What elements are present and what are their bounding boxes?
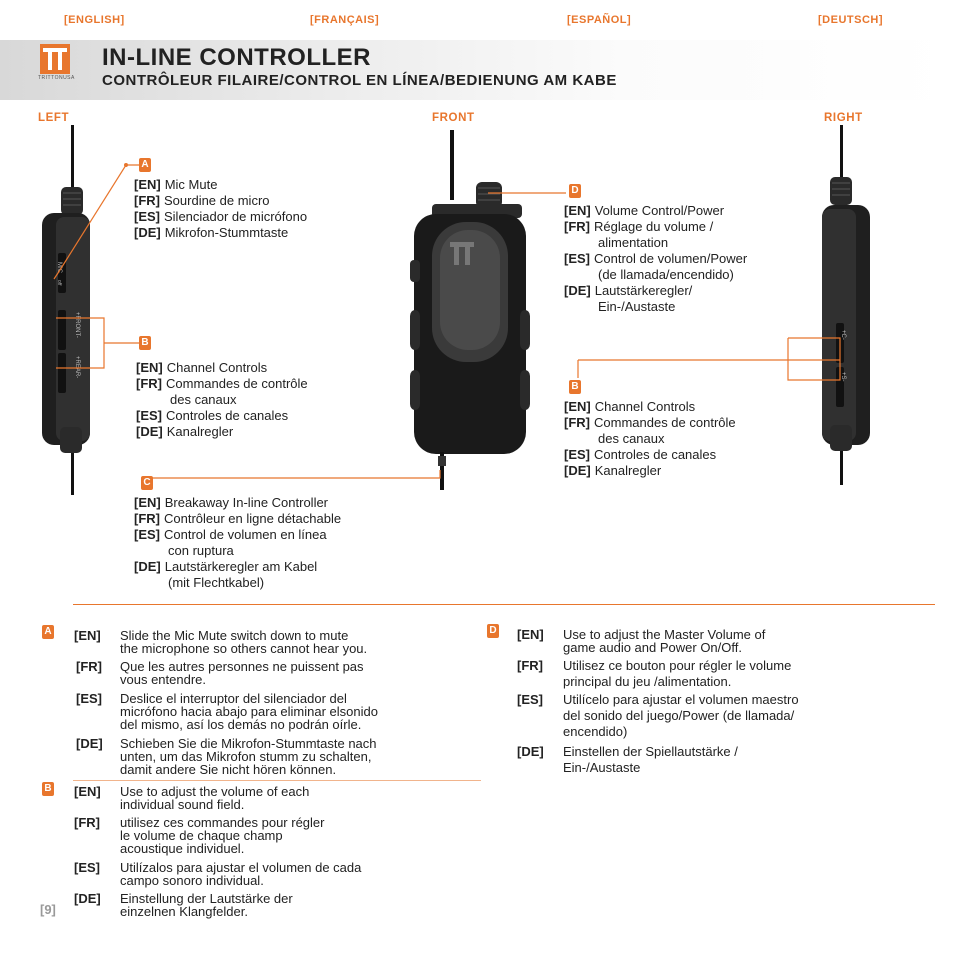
- callout-c: [EN] Breakaway In-line Controller [FR] Contrôleur en ligne détachable [ES] Control de volumen en línea con ruptura [DE] Lautstärkeregler am Kabel (mit Flechtkabel): [134, 495, 342, 590]
- desc-divider: [73, 780, 481, 781]
- callout-b-left: [EN] Channel Controls [FR] Commandes de contrôle des canaux [ES] Controles de canales [DE] Kanalregler: [136, 360, 308, 439]
- callout-marker-d: D: [569, 184, 581, 198]
- section-front: FRONT: [432, 112, 475, 124]
- callout-a: [EN] Mic Mute [FR] Sourdine de micro [ES] Silenciador de micrófono [DE] Mikrofon-Stummtaste: [134, 177, 308, 240]
- page-subtitle: CONTRÔLEUR FILAIRE/CONTROL EN LÍNEA/BEDIENUNG AM KABE: [102, 72, 617, 89]
- section-left: LEFT: [38, 112, 70, 124]
- page-title: IN-LINE CONTROLLER: [102, 44, 371, 71]
- description-d: [EN] Use to adjust the Master Volume of game audio and Power On/Off. [FR] Utilisez ce bouton pour régler le volume principal du jeu /alimentation. [ES] Utilícelo para ajustar el volumen maestro del sonido del juego/Power (de llamada/ encendido) [DE] Einstellen der Spiellautstärke / Ein-/Austaste: [517, 627, 799, 775]
- callout-marker-b-right: B: [569, 380, 581, 394]
- description-b: [EN] Use to adjust the volume of each individual sound field. [FR] utilisez ces commandes pour régler le volume de chaque champ acoustique individuel. [ES] Utilízalos para ajustar el volumen de cada campo sonoro individual. [DE] Einstellung der Lautstärke der einzelnen Klangfelder.: [74, 784, 362, 919]
- callout-marker-a: A: [139, 158, 151, 172]
- left-mic-label: MIC: [56, 262, 62, 273]
- desc-marker-b: B: [42, 782, 54, 796]
- callout-d: [EN] Volume Control/Power [FR] Réglage du volume / alimentation [ES] Control de volumen/Power (de llamada/encendido) [DE] Lautstärkeregler/ Ein-/Austaste: [564, 203, 748, 314]
- lang-french: [FRANÇAIS]: [310, 14, 380, 26]
- left-rear-label: +REAR-: [74, 356, 80, 379]
- lang-spanish: [ESPAÑOL]: [567, 14, 632, 26]
- section-divider: [73, 604, 935, 605]
- desc-marker-a: A: [42, 625, 54, 639]
- description-a: [EN] Slide the Mic Mute switch down to mute the microphone so others cannot hear you. [FR] Que les autres personnes ne puissent pas vous entendre. [ES] Deslice el interruptor del silenciador del micrófono hacia abajo para eliminar elsonido del mismo, así los demás no podrán oírle. [DE] Schieben Sie die Mikrofon-Stummtaste nach unten, um das Mikrofon stumm zu schalten, damit andere Sie nicht hören können.: [74, 628, 378, 777]
- right-s-label: +S-: [840, 372, 846, 382]
- left-front-label: +FRONT-: [74, 312, 80, 338]
- logo-text: TRITTONUSA: [38, 75, 75, 81]
- callout-marker-b-left: B: [139, 336, 151, 350]
- lang-german: [DEUTSCH]: [818, 14, 883, 26]
- right-c-label: +C-: [840, 330, 846, 340]
- left-off-label: off: [56, 280, 62, 286]
- desc-marker-d: D: [487, 624, 499, 638]
- section-right: RIGHT: [824, 112, 863, 124]
- callout-b-right: [EN] Channel Controls [FR] Commandes de contrôle des canaux [ES] Controles de canales [DE] Kanalregler: [564, 399, 736, 478]
- lang-english: [ENGLISH]: [64, 14, 125, 26]
- callout-marker-c: C: [141, 476, 153, 490]
- page-number: [9]: [40, 902, 56, 917]
